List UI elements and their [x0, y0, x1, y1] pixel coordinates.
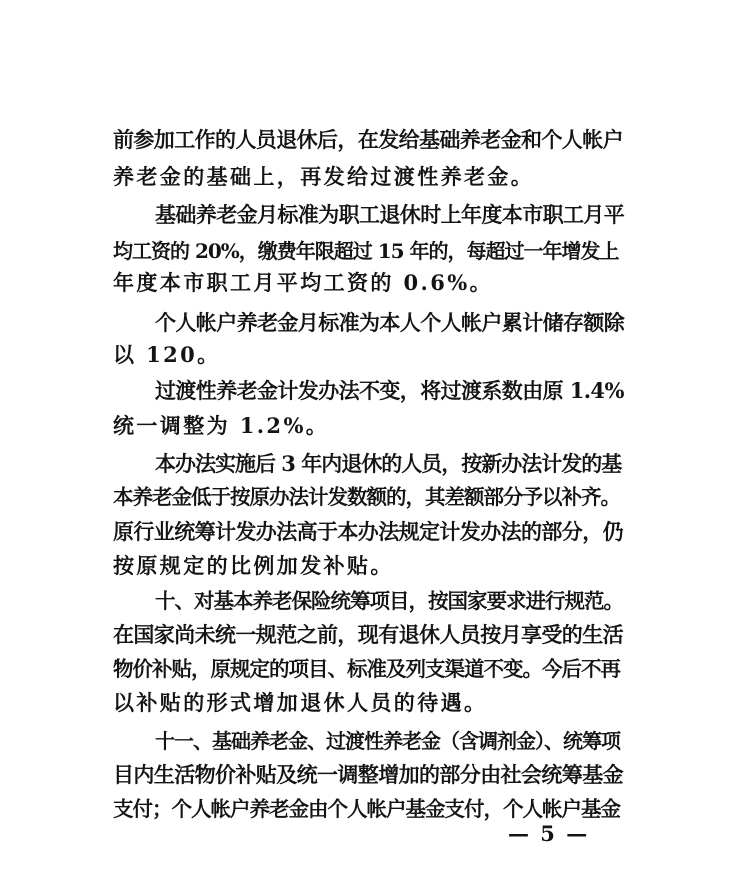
- paragraph-line: 个人帐户养老金月标准为本人个人帐户累计储存额除: [155, 310, 625, 335]
- paragraph-line: 目内生活物价补贴及统一调整增加的部分由社会统筹基金: [113, 762, 623, 787]
- paragraph-line: 前参加工作的人员退休后，在发给基础养老金和个人帐户: [113, 127, 623, 152]
- paragraph-line: 均工资的 20%，缴费年限超过 15 年的，每超过一年增发上: [113, 239, 619, 263]
- paragraph-line: 十一、基础养老金、过渡性养老金（含调剂金）、统筹项: [155, 729, 620, 753]
- paragraph-line: 物价补贴，原规定的项目、标准及列支渠道不变。今后不再: [113, 657, 620, 681]
- paragraph-line: 以补贴的形式增加退休人员的待遇。: [113, 690, 488, 715]
- paragraph-line: 在国家尚未统一规范之前，现有退休人员按月享受的生活: [113, 622, 623, 647]
- paragraph-line: 支付；个人帐户养老金由个人帐户基金支付，个人帐户基金: [113, 797, 620, 821]
- paragraph-line: 按原规定的比例加发补贴。: [113, 553, 394, 578]
- paragraph-line: 本办法实施后 3 年内退休的人员，按新办法计发的基: [155, 451, 622, 476]
- paragraph-line: 本养老金低于按原办法计发数额的，其差额部分予以补齐。: [113, 485, 620, 509]
- paragraph-line: 十、对基本养老保险统筹项目，按国家要求进行规范。: [155, 589, 623, 613]
- paragraph-line: 统一调整为 1.2%。: [113, 413, 330, 438]
- paragraph-line: 基础养老金月标准为职工退休时上年度本市职工月平: [155, 202, 625, 227]
- paragraph-line: 养老金的基础上，再发给过渡性养老金。: [113, 164, 535, 189]
- page-number: — 5 —: [508, 821, 590, 846]
- paragraph-line: 原行业统筹计发办法高于本办法规定计发办法的部分，仍: [113, 519, 623, 544]
- paragraph-line: 年度本市职工月平均工资的 0.6%。: [113, 270, 493, 295]
- paragraph-line: 以 120。: [113, 342, 221, 367]
- paragraph-line: 过渡性养老金计发办法不变，将过渡系数由原 1.4%: [155, 378, 624, 403]
